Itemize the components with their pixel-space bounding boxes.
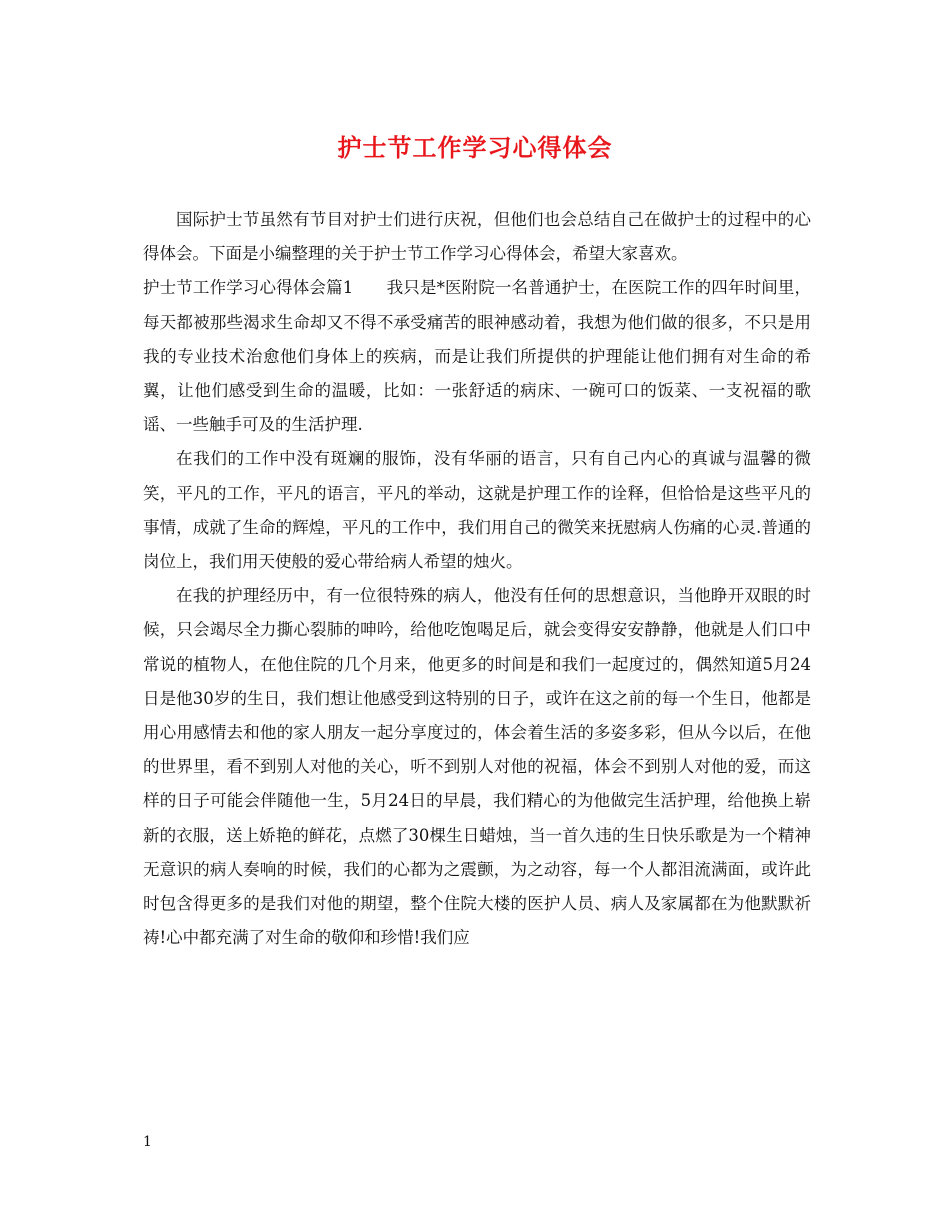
paragraph-patient-story: 在我的护理经历中，有一位很特殊的病人，他没有任何的思想意识，当他睁开双眼的时候，只会竭尽全力撕心裂肺的呻吟，给他吃饱喝足后，就会变得安安静静，他就是人们口中常说的植物人，在他住院的几个月来，他更多的时间是和我们一起度过的，偶然知道5月24日是他30岁的生日，我们想让他感受到这特别的日子，或许在这之前的每一个生日，他都是用心用感情去和他的家人朋友一起分享度过的，体会着生活的多姿多彩，但从今以后，在他的世界里，看不到别人对他的关心，听不到别人对他的祝福，体会不到别人对他的爱，而这样的日子可能会伴随他一生，5月24日的早晨，我们精心的为他做完生活护理，给他换上崭新的衣服，送上娇艳的鲜花，点燃了30棵生日蜡烛，当一首久违的生日快乐歌是为一个精神无意识的病人奏响的时候，我们的心都为之震颤，为之动容，每一个人都泪流满面，或许此时包含得更多的是我们对他的期望，整个住院大楼的医护人员、病人及家属都在为他默默祈祷!心中都充满了对生命的敬仰和珍惜!我们应 xyxy=(143,586,811,948)
document-body xyxy=(143,203,811,955)
page-number: 1 xyxy=(143,1134,152,1150)
paragraph-intro: 国际护士节虽然有节目对护士们进行庆祝，但他们也会总结自己在做护士的过程中的心得体会。下面是小编整理的关于护士节工作学习心得体会，希望大家喜欢。 xyxy=(143,210,811,264)
paragraph-article-1: 护士节工作学习心得体会篇1 我只是*医附院一名普通护士，在医院工作的四年时间里，每天都被那些渴求生命却又不得不承受痛苦的眼神感动着，我想为他们做的很多，不只是用我的专业技术治愈他们身体上的疾病，而是让我们所提供的护理能让他们拥有对生命的希翼，让他们感受到生命的温暖，比如：一张舒适的病床、一碗可口的饭菜、一支祝福的歌谣、一些触手可及的生活护理. xyxy=(143,278,811,435)
document-title: 护士节工作学习心得体会 xyxy=(337,133,613,162)
paragraph-work-description: 在我们的工作中没有斑斓的服饰，没有华丽的语言，只有自己内心的真诚与温馨的微笑，平凡的工作，平凡的语言，平凡的举动，这就是护理工作的诠释，但恰恰是这些平凡的事情，成就了生命的辉煌，平凡的工作中，我们用自己的微笑来抚慰病人伤痛的心灵.普通的岗位上，我们用天使般的爱心带给病人希望的烛火。 xyxy=(143,449,811,572)
